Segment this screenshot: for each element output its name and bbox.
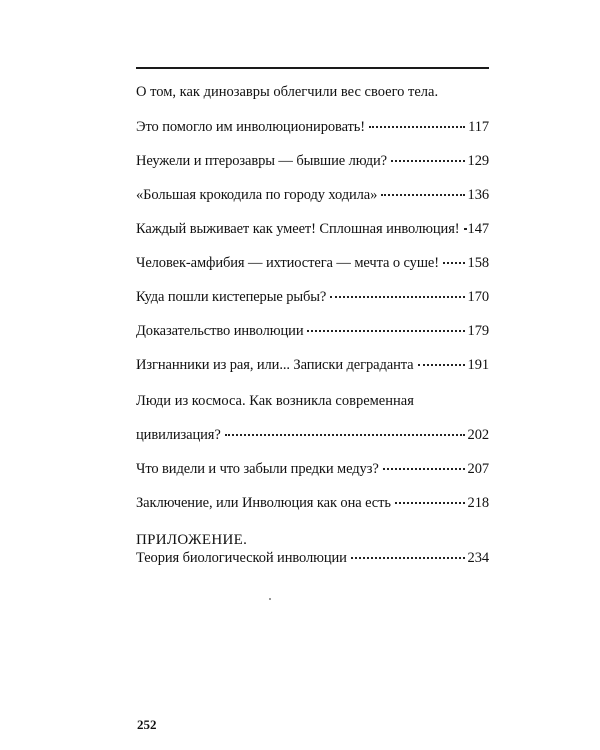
- dot-leader: [381, 190, 464, 196]
- toc-entry-page: 179: [467, 323, 489, 339]
- toc-entry-page: 158: [467, 255, 489, 271]
- toc-entry[interactable]: [136, 254, 489, 272]
- toc-entry[interactable]: [136, 220, 489, 238]
- toc-split-entry-first-line: Люди из космоса. Как возникла современная: [136, 393, 414, 409]
- toc-entry-title: Доказательство инволюции: [136, 323, 304, 339]
- toc-entry-page: 202: [467, 427, 489, 443]
- toc-entry-page: 117: [468, 119, 489, 135]
- toc-entry[interactable]: [136, 118, 489, 136]
- toc-entry-title: цивилизация?: [136, 427, 221, 443]
- toc-entry-page: 147: [467, 221, 489, 237]
- dot-leader: [464, 224, 465, 230]
- dot-leader: [369, 122, 465, 128]
- dot-leader: [418, 360, 465, 366]
- dot-leader: [391, 156, 465, 162]
- dot-leader: [383, 464, 465, 470]
- toc-entry-page: 170: [467, 289, 489, 305]
- toc-entry-title: Теория биологической инволюции: [136, 550, 347, 566]
- toc-entry-title: «Большая крокодила по городу ходила»: [136, 187, 378, 203]
- toc-entry-title: Куда пошли кистеперые рыбы?: [136, 289, 327, 305]
- dot-leader: [307, 326, 464, 332]
- toc-entry-title: Каждый выживает как умеет! Сплошная инволюция!: [136, 221, 460, 237]
- toc-entry[interactable]: [136, 356, 489, 374]
- toc-entry[interactable]: [136, 152, 489, 170]
- toc-entry[interactable]: [136, 426, 489, 444]
- toc-entry[interactable]: [136, 494, 489, 512]
- toc-entry-title: Изгнанники из рая, или... Записки деграданта: [136, 357, 414, 373]
- print-speck: [269, 598, 271, 600]
- dot-leader: [443, 258, 465, 264]
- toc-entry-page: 218: [467, 495, 489, 511]
- toc-entry-title: Неужели и птерозавры — бывшие люди?: [136, 153, 388, 169]
- toc-entry-title: Что видели и что забыли предки медуз?: [136, 461, 379, 477]
- dot-leader: [330, 292, 464, 298]
- toc-entry-page: 136: [467, 187, 489, 203]
- toc-entry-page: 191: [467, 357, 489, 373]
- toc-entry[interactable]: [136, 322, 489, 340]
- toc-entry[interactable]: [136, 186, 489, 204]
- toc-entry-page: 207: [467, 461, 489, 477]
- toc-entry-page: 129: [467, 153, 489, 169]
- dot-leader: [351, 553, 465, 559]
- toc-entry[interactable]: [136, 549, 489, 567]
- dot-leader: [395, 498, 465, 504]
- appendix-label: ПРИЛОЖЕНИЕ.: [136, 532, 248, 548]
- top-rule: [136, 67, 489, 69]
- toc-entry-title: Человек-амфибия — ихтиостега — мечта о суше!: [136, 255, 439, 271]
- toc-intro-line: О том, как динозавры облегчили вес своего тела.: [136, 84, 439, 100]
- page-number: 252: [137, 717, 157, 732]
- dot-leader: [225, 430, 465, 436]
- toc-entry-page: 234: [467, 550, 489, 566]
- toc-entry[interactable]: [136, 288, 489, 306]
- toc-entry-title: Это помогло им инволюционировать!: [136, 119, 366, 135]
- toc-entry[interactable]: [136, 460, 489, 478]
- toc-entry-title: Заключение, или Инволюция как она есть: [136, 495, 391, 511]
